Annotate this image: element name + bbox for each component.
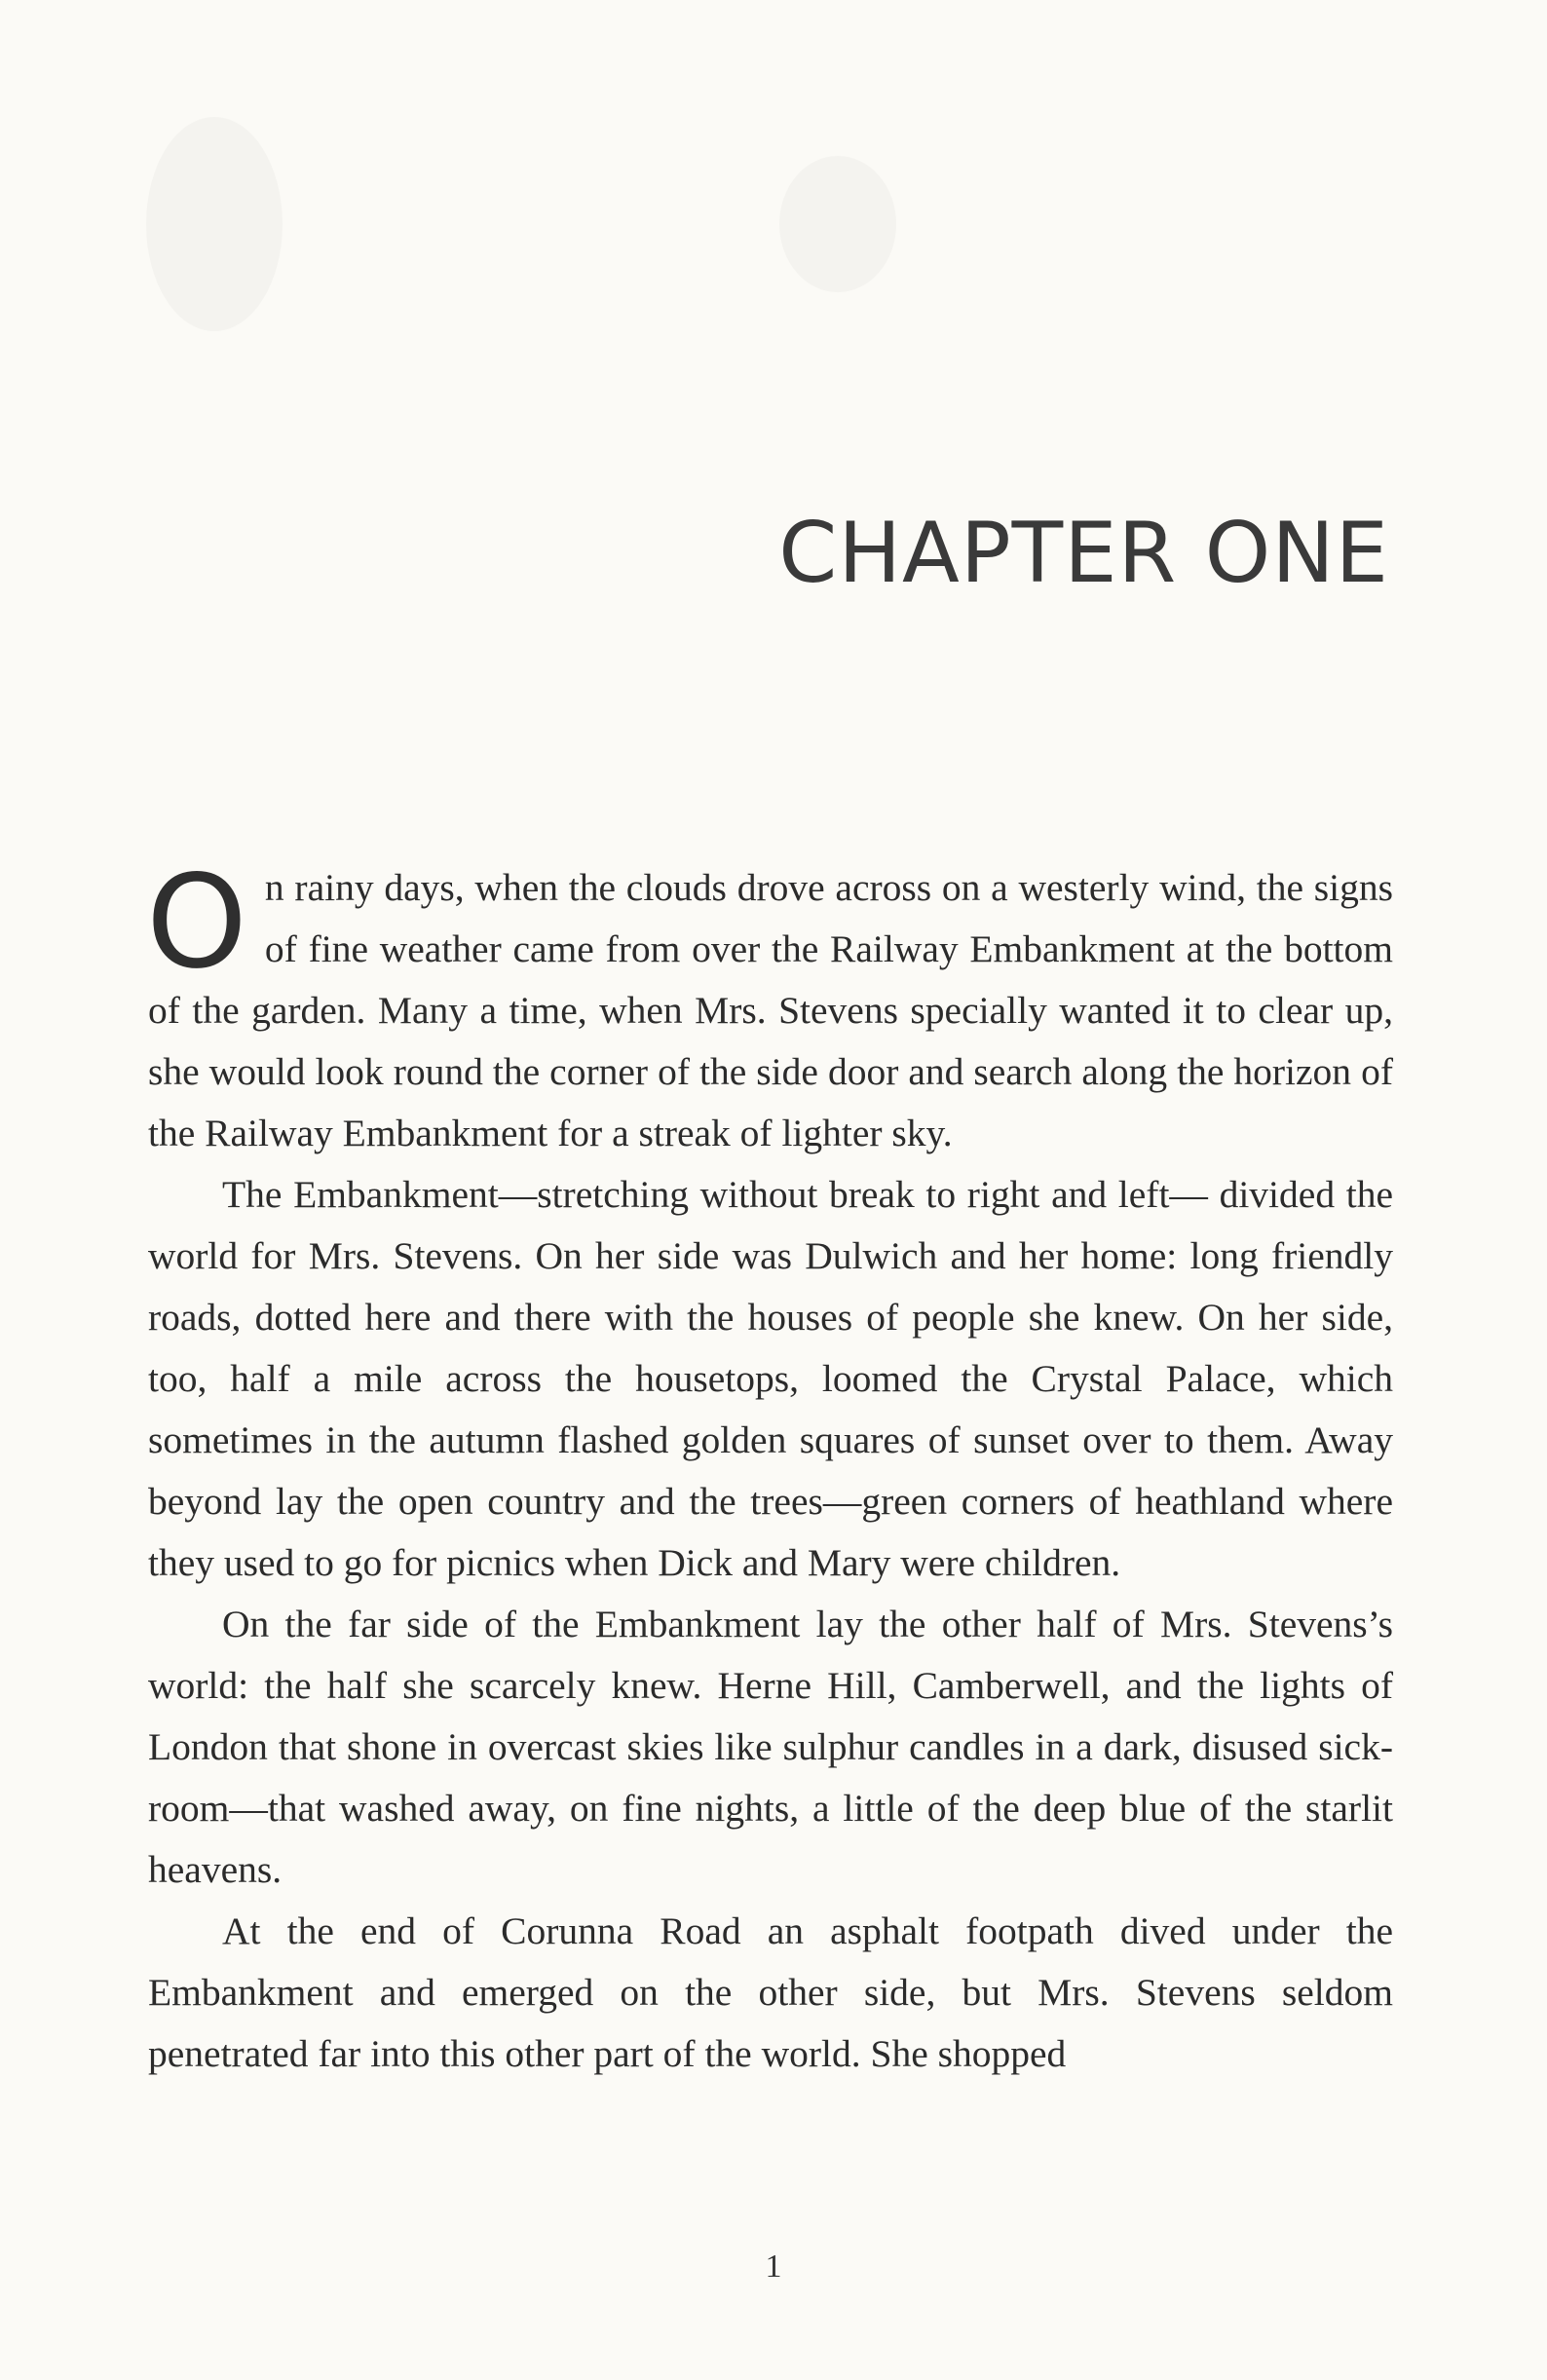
paper-smudge <box>779 156 896 292</box>
paragraph-text: n rainy days, when the clouds drove across on a westerly wind, the signs of fine weather came from over the Railway Embankment at the bottom of the garden. Many a time, when Mrs. Stevens specially wanted it to clear up, she would look round the corner of the side door and search along the horizon of the Railway Embankment for a streak of lighter sky. <box>148 866 1393 1154</box>
paragraph <box>146 848 1393 1164</box>
body-text <box>146 848 1393 2085</box>
paragraph: At the end of Corunna Road an asphalt footpath dived under the Embankment and emerged on the other side, but Mrs. Stevens seldom penetrated far into this other part of the world. She shopped <box>148 1909 1393 2075</box>
paragraph: On the far side of the Embankment lay the other half of Mrs. Stevens’s world: the half she scarcely knew. Herne Hill, Camberwell, and the lights of London that shone in overcast skies like sulphur candles in a dark, disused sick-room—that washed away, on fine nights, a little of the deep blue of the starlit heavens. <box>148 1603 1393 1891</box>
page-number: 1 <box>765 2248 782 2285</box>
paragraph: The Embankment—stretching without break to right and left— divided the world for Mrs. Stevens. On her side was Dulwich and her home: long friendly roads, dotted here and there with the houses of people she knew. On her side, too, half a mile across the housetops, loomed the Crystal Palace, which sometimes in the autumn flashed golden squares of sunset over to them. Away beyond lay the open country and the trees—green corners of heathland where they used to go for picnics when Dick and Mary were children. <box>148 1173 1393 1584</box>
paper-smudge <box>146 117 283 331</box>
drop-cap: O <box>146 848 247 998</box>
chapter-title: CHAPTER ONE <box>778 505 1389 602</box>
